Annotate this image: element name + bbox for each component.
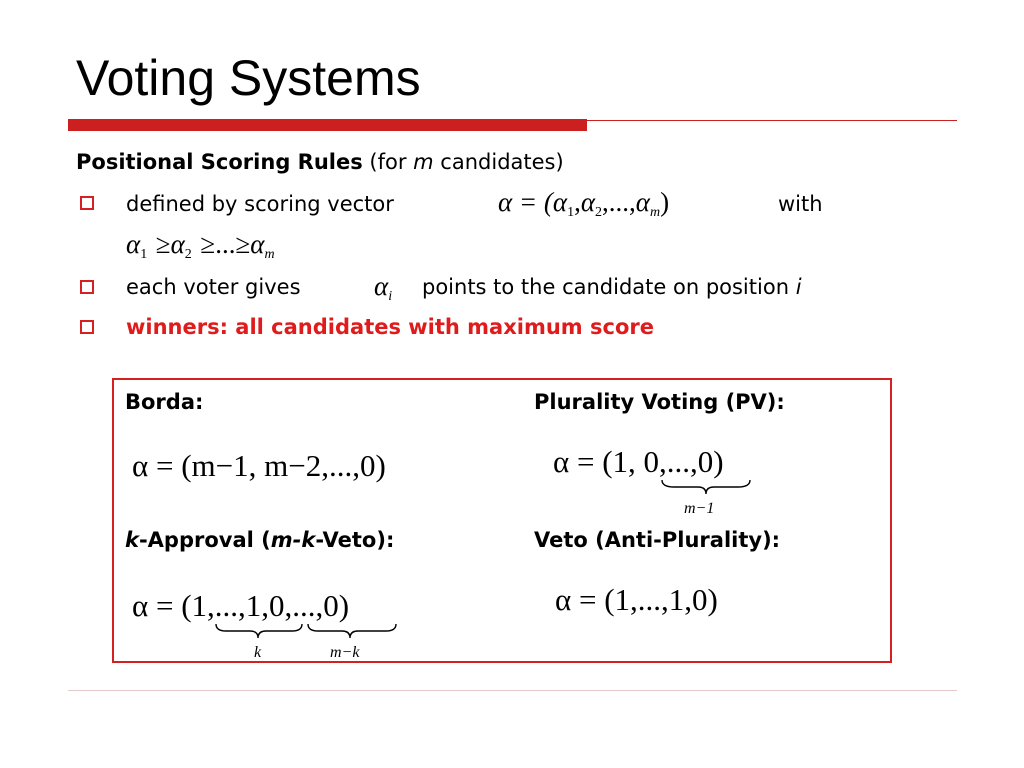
bullet-2-prefix: each voter gives (126, 275, 301, 299)
kapproval-label-k: k (125, 528, 139, 552)
vector-sub-1: 1 (567, 205, 575, 220)
heading-bold: Positional Scoring Rules (76, 150, 363, 174)
pv-label: Plurality Voting (PV): (534, 390, 785, 414)
alpha-i-sub: i (388, 289, 393, 304)
kapproval-brace-k: k (254, 644, 262, 661)
borda-label: Borda: (125, 390, 204, 414)
heading-suffix: candidates) (433, 150, 564, 174)
order-alpha-m: α (250, 229, 265, 259)
vector-sub-2: 2 (595, 205, 602, 220)
order-alpha-2: α (170, 229, 185, 259)
section-heading (76, 148, 564, 176)
order-dots: ... (215, 229, 236, 259)
footer-divider (68, 690, 957, 691)
heading-prefix: (for (362, 150, 414, 174)
order-geq-3: ≥ (235, 229, 251, 259)
vector-sub-m: m (649, 205, 661, 220)
veto-label: Veto (Anti-Plurality): (534, 528, 781, 552)
order-sub-m: m (264, 247, 275, 262)
kapproval-underbraces (214, 622, 400, 642)
pv-underbrace (660, 478, 752, 498)
order-alpha-1: α (126, 229, 141, 259)
bullet-1-suffix: with (778, 192, 823, 216)
order-sub-1: 1 (140, 247, 148, 262)
veto-formula: α = (1,...,1,0) (555, 582, 718, 617)
ordering-formula (126, 230, 275, 269)
bullet-3-winners: winners: all candidates with maximum score (126, 315, 654, 339)
kapproval-formula: α = (1,...,1,0,...,0) (132, 588, 350, 623)
order-geq-1: ≥ (155, 229, 171, 259)
bullet-1 (126, 190, 394, 218)
vector-lhs: α = (α (498, 187, 568, 217)
pv-formula: α = (1, 0,...,0) (553, 444, 724, 479)
title-underline-thin (587, 120, 957, 121)
bullet-square-icon (80, 320, 94, 334)
vector-alpha-2: α (580, 187, 595, 217)
kapproval-label-mid: -Approval ( (138, 528, 271, 552)
slide-title: Voting Systems (76, 50, 421, 106)
kapproval-label (125, 528, 394, 552)
order-sub-2: 2 (184, 247, 192, 262)
bullet-1-prefix: defined by scoring vector (126, 192, 394, 216)
alpha-i-formula (374, 272, 392, 311)
order-geq-2: ≥ (200, 229, 216, 259)
heading-var: m (413, 150, 434, 174)
bullet-square-icon (80, 280, 94, 294)
bullet-square-icon (80, 196, 94, 210)
kapproval-brace-mk: m−k (330, 644, 360, 661)
pv-brace-label: m−1 (684, 500, 715, 517)
bullet-2-rest (422, 273, 802, 301)
title-underline-thick (68, 119, 587, 131)
kapproval-label-end: -Veto): (315, 528, 395, 552)
scoring-vector-formula: $\alpha = (\alpha_1,\alpha_2,...,\alpha_m)$ (498, 187, 670, 220)
kapproval-label-mk: m-k (270, 528, 316, 552)
borda-formula: α = (m−1, m−2,...,0) (132, 448, 386, 483)
alpha-i-symbol: α (374, 271, 389, 301)
bullet-2-var: i (795, 275, 802, 299)
bullet-2-middle: points to the candidate on position (422, 275, 789, 299)
vector-ellipsis: ,..., (602, 187, 636, 217)
vector-alpha-m: α (635, 187, 650, 217)
